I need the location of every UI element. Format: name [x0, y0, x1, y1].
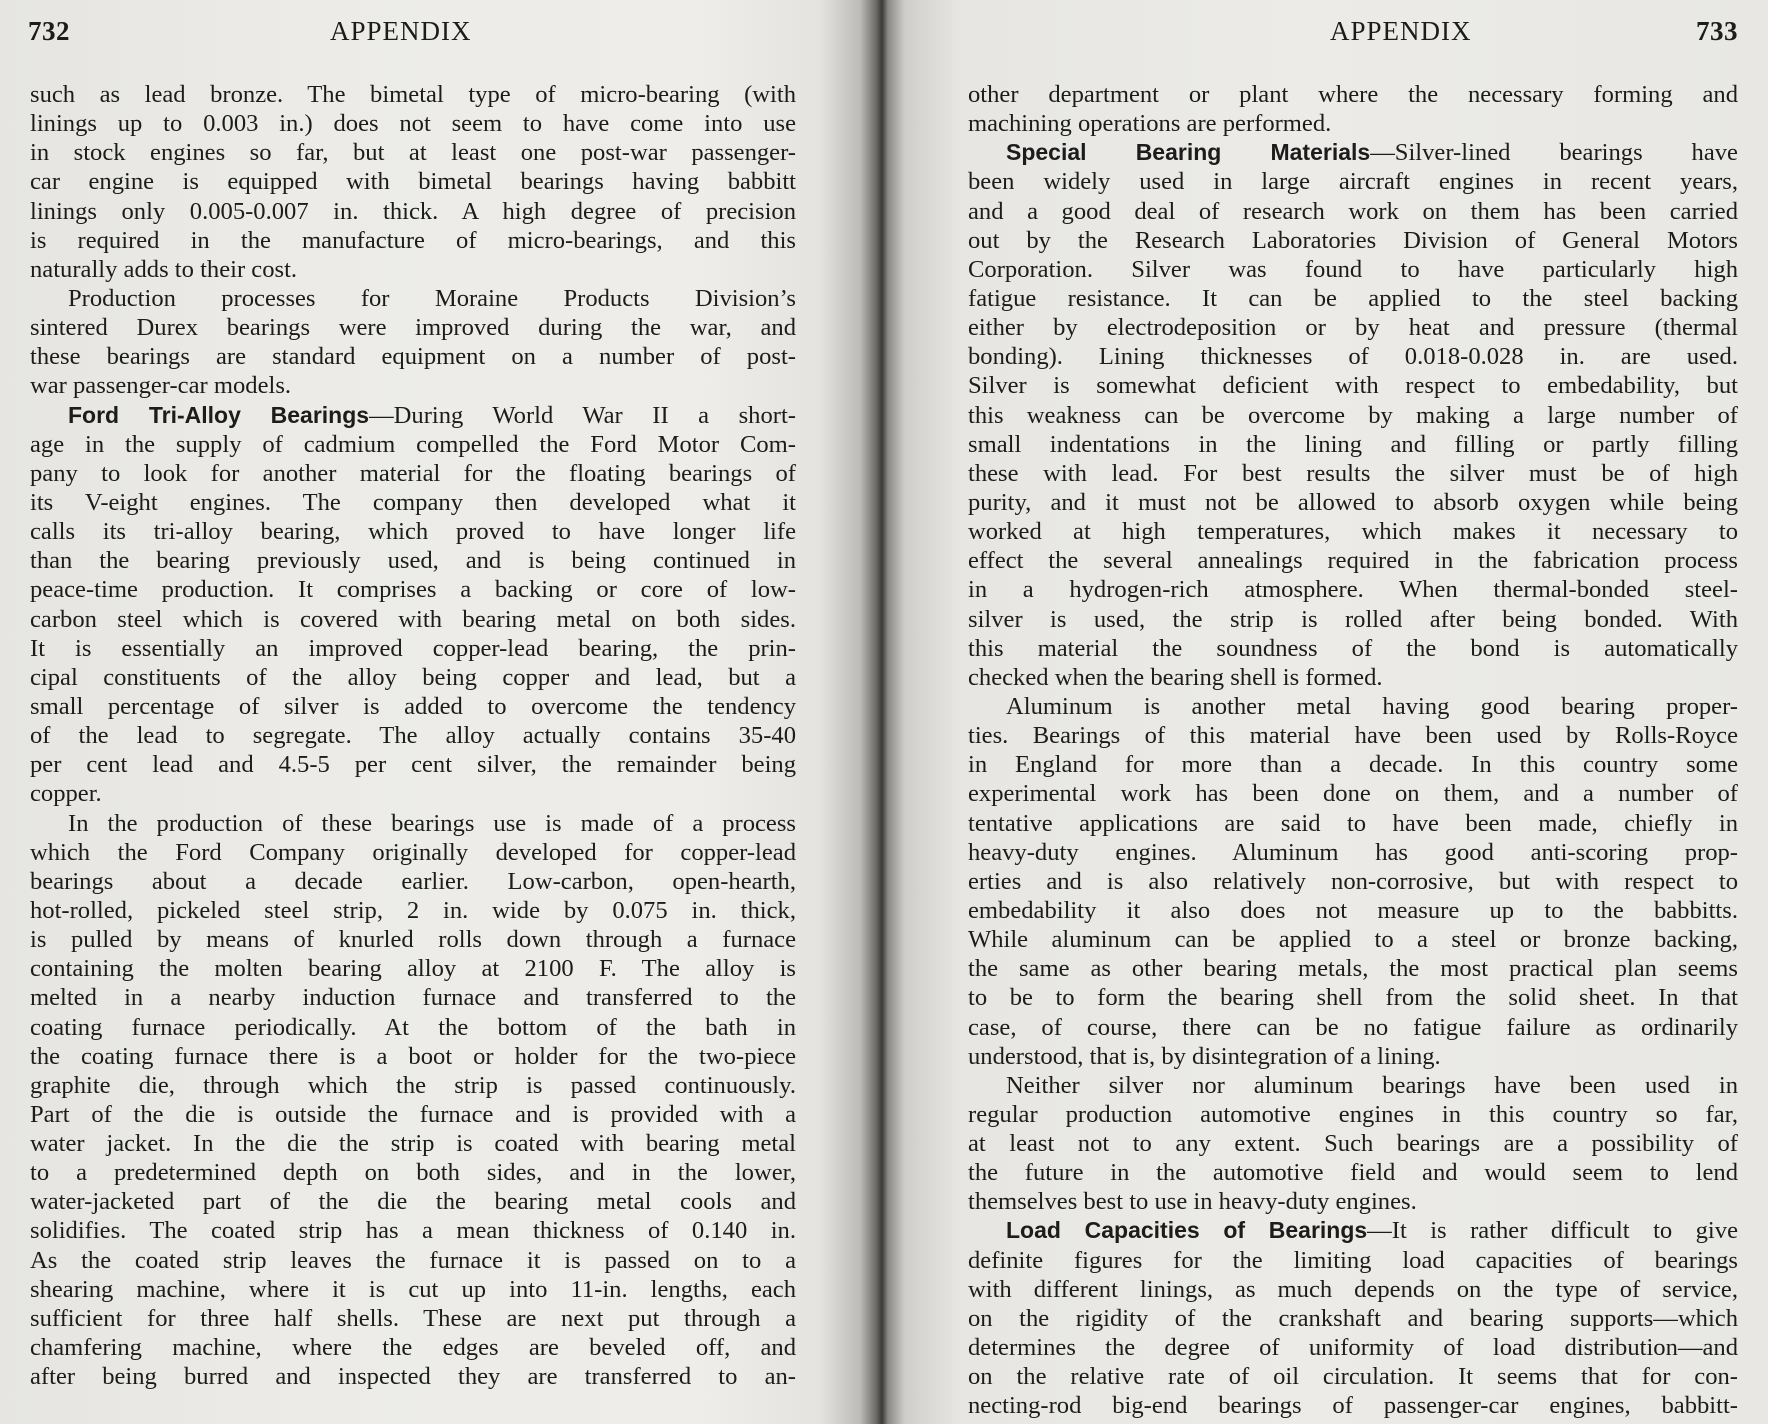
line-text: case, of course, there can be no fatigue failure as ordinarily: [968, 1013, 1738, 1041]
text-line: [968, 867, 1738, 896]
text-line: [968, 983, 1738, 1012]
text-line: [30, 983, 796, 1012]
line-text: determines the degree of uniformity of load distribution—and: [968, 1334, 1738, 1362]
text-line: [968, 1013, 1738, 1042]
line-text: regular production automotive engines in this country so far,: [968, 1100, 1738, 1128]
line-text: and a good deal of research work on them has been carried: [968, 197, 1738, 225]
line-text: graphite die, through which the strip is passed continuously.: [30, 1071, 796, 1099]
text-line: [968, 430, 1738, 459]
text-line: [30, 546, 796, 575]
text-line: [30, 517, 796, 546]
text-line: [30, 575, 796, 604]
text-line: [968, 1071, 1738, 1100]
line-text: themselves best to use in heavy-duty engines.: [968, 1188, 1417, 1216]
text-line: [968, 1129, 1738, 1158]
line-text: necting-rod big-end bearings of passenger-car engines, babbitt-: [968, 1392, 1738, 1420]
text-line: [968, 1187, 1738, 1216]
line-text: —Silver-lined bearings have: [1370, 139, 1738, 167]
text-line: [30, 954, 796, 983]
text-line: [30, 925, 796, 954]
text-line: [30, 313, 796, 342]
text-line: [968, 1042, 1738, 1071]
line-text: It is essentially an improved copper-lead bearing, the prin-: [30, 634, 796, 662]
line-text: peace-time production. It comprises a backing or core of low-: [30, 576, 796, 604]
running-head: APPENDIX: [1330, 16, 1472, 46]
text-line: [30, 1013, 796, 1042]
text-line: [30, 109, 796, 138]
line-text: the same as other bearing metals, the most practical plan seems: [968, 955, 1738, 983]
line-text: on the relative rate of oil circulation. It seems that for con-: [968, 1363, 1738, 1391]
text-line: [30, 605, 796, 634]
line-text: linings up to 0.003 in.) does not seem to have come into use: [30, 110, 796, 138]
text-line: [30, 838, 796, 867]
line-text: age in the supply of cadmium compelled the Ford Motor Com-: [30, 430, 796, 458]
text-line: [968, 226, 1738, 255]
line-text: coating furnace periodically. At the bottom of the bath in: [30, 1013, 796, 1041]
text-line: [968, 138, 1738, 167]
text-line: [968, 1333, 1738, 1362]
page-number: 732: [28, 16, 70, 46]
text-line: [30, 721, 796, 750]
text-line: [968, 925, 1738, 954]
line-text: Production processes for Moraine Products Division’s: [68, 284, 796, 312]
line-text: experimental work has been done on them, and a number of: [968, 780, 1738, 808]
line-text: ties. Bearings of this material have been used by Rolls-Royce: [968, 722, 1738, 750]
line-text: effect the several annealings required in the fabrication process: [968, 547, 1738, 575]
line-text: cipal constituents of the alloy being copper and lead, but a: [30, 663, 796, 691]
line-text: melted in a nearby induction furnace and transferred to the: [30, 984, 796, 1012]
text-line: [30, 809, 796, 838]
line-text: in England for more than a decade. In this country some: [968, 751, 1738, 779]
text-line: [968, 721, 1738, 750]
line-text: As the coated strip leaves the furnace it is passed on to a: [30, 1246, 796, 1274]
line-text: shearing machine, where it is cut up into 11-in. lengths, each: [30, 1275, 796, 1303]
line-text: —It is rather difficult to give: [1367, 1217, 1738, 1245]
line-text: In the production of these bearings use is made of a process: [68, 809, 796, 837]
text-line: [30, 1158, 796, 1187]
line-text: calls its tri-alloy bearing, which proved to have longer life: [30, 518, 796, 546]
line-text: sufficient for three half shells. These are next put through a: [30, 1304, 796, 1332]
line-text: heavy-duty engines. Aluminum has good anti-scoring prop-: [968, 838, 1738, 866]
line-text: Neither silver nor aluminum bearings have been used in: [1006, 1071, 1738, 1099]
text-line: [30, 1129, 796, 1158]
text-line: [30, 1362, 796, 1391]
line-text: understood, that is, by disintegration of a lining.: [968, 1042, 1441, 1070]
text-line: [968, 692, 1738, 721]
text-line: [968, 459, 1738, 488]
line-text: chamfering machine, where the edges are beveled off, and: [30, 1334, 796, 1362]
text-line: [968, 1304, 1738, 1333]
text-line: [30, 1246, 796, 1275]
text-line: [30, 488, 796, 517]
line-text: small indentations in the lining and filling or partly filling: [968, 430, 1738, 458]
running-head: APPENDIX: [330, 16, 472, 46]
line-text: machining operations are performed.: [968, 110, 1332, 138]
text-line: [30, 867, 796, 896]
text-line: [968, 109, 1738, 138]
text-line: [30, 634, 796, 663]
text-line: [968, 1275, 1738, 1304]
text-line: [30, 284, 796, 313]
line-text: solidifies. The coated strip has a mean thickness of 0.140 in.: [30, 1217, 796, 1245]
line-text: the coating furnace there is a boot or holder for the two-piece: [30, 1042, 796, 1070]
line-text: out by the Research Laboratories Division of General Motors: [968, 226, 1738, 254]
text-line: [968, 255, 1738, 284]
text-line: [30, 459, 796, 488]
line-text: war passenger-car models.: [30, 372, 292, 400]
line-text: checked when the bearing shell is formed.: [968, 663, 1383, 691]
line-text: fatigue resistance. It can be applied to the steel backing: [968, 284, 1738, 312]
text-line: [968, 1246, 1738, 1275]
line-text: with different linings, as much depends on the type of service,: [968, 1275, 1738, 1303]
section-heading: Load Capacities of Bearings: [1006, 1217, 1368, 1244]
text-line: [30, 401, 796, 430]
text-line: [30, 167, 796, 196]
line-text: to be to form the bearing shell from the solid sheet. In that: [968, 984, 1738, 1012]
text-line: [968, 197, 1738, 226]
text-line: [30, 692, 796, 721]
text-line: [968, 838, 1738, 867]
line-text: these with lead. For best results the silver must be of high: [968, 459, 1738, 487]
section-heading: Special Bearing Materials: [1006, 139, 1371, 166]
text-line: [30, 1275, 796, 1304]
text-line: [968, 1391, 1738, 1420]
text-line: [30, 371, 796, 400]
line-text: embedability it also does not measure up to the babbitts.: [968, 896, 1738, 924]
text-line: [968, 750, 1738, 779]
line-text: this weakness can be overcome by making a large number of: [968, 401, 1738, 429]
line-text: either by electrodeposition or by heat and pressure (thermal: [968, 314, 1738, 342]
text-line: [30, 226, 796, 255]
text-line: [30, 779, 796, 808]
line-text: other department or plant where the necessary forming and: [968, 81, 1738, 108]
line-text: small percentage of silver is added to overcome the tendency: [30, 692, 796, 720]
line-text: Silver is somewhat deficient with respect to embedability, but: [968, 372, 1738, 400]
line-text: in stock engines so far, but at least one post-war passenger-: [30, 139, 796, 167]
line-text: its V-eight engines. The company then developed what it: [30, 488, 796, 516]
line-text: carbon steel which is covered with bearing metal on both sides.: [30, 605, 796, 633]
line-text: hot-rolled, pickeled steel strip, 2 in. wide by 0.075 in. thick,: [30, 896, 796, 924]
line-text: in a hydrogen-rich atmosphere. When thermal-bonded steel-: [968, 576, 1738, 604]
line-text: erties and is also relatively non-corrosive, but with respect to: [968, 867, 1738, 895]
line-text: linings only 0.005-0.007 in. thick. A high degree of precision: [30, 197, 796, 225]
text-line: [968, 1100, 1738, 1129]
line-text: —During World War II a short-: [369, 401, 796, 429]
line-text: pany to look for another material for the floating bearings of: [30, 459, 796, 487]
line-text: purity, and it must not be allowed to absorb oxygen while being: [968, 488, 1738, 516]
text-line: [30, 1071, 796, 1100]
page-number: 733: [1696, 16, 1738, 46]
text-line: [968, 663, 1738, 692]
text-line: [968, 809, 1738, 838]
line-text: than the bearing previously used, and is being continued in: [30, 547, 796, 575]
text-line: [30, 430, 796, 459]
text-line: [968, 1216, 1738, 1245]
text-line: [968, 517, 1738, 546]
line-text: Part of the die is outside the furnace and is provided with a: [30, 1100, 796, 1128]
line-text: naturally adds to their cost.: [30, 255, 298, 283]
line-text: definite figures for the limiting load capacities of bearings: [968, 1246, 1738, 1274]
text-line: [968, 342, 1738, 371]
text-line: [30, 1216, 796, 1245]
text-line: [968, 401, 1738, 430]
line-text: per cent lead and 4.5-5 per cent silver, the remainder being: [30, 751, 796, 779]
text-line: [968, 80, 1738, 109]
line-text: silver is used, the strip is rolled after being bonded. With: [968, 605, 1738, 633]
text-line: [968, 779, 1738, 808]
line-text: after being burred and inspected they are transferred to an-: [30, 1363, 796, 1391]
line-text: worked at high temperatures, which makes it necessary to: [968, 518, 1738, 546]
line-text: bonding). Lining thicknesses of 0.018-0.028 in. are used.: [968, 343, 1738, 371]
line-text: water jacket. In the die the strip is coated with bearing metal: [30, 1130, 796, 1158]
line-text: of the lead to segregate. The alloy actually contains 35-40: [30, 722, 796, 750]
line-text: this material the soundness of the bond is automatically: [968, 634, 1738, 662]
text-line: [968, 954, 1738, 983]
text-line: [30, 1187, 796, 1216]
line-text: such as lead bronze. The bimetal type of micro-bearing (with: [30, 81, 796, 108]
line-text: copper.: [30, 780, 102, 808]
text-line: [968, 575, 1738, 604]
page-body: [968, 80, 1738, 1420]
text-line: [968, 167, 1738, 196]
line-text: the future in the automotive field and would seem to lend: [968, 1159, 1738, 1187]
line-text: sintered Durex bearings were improved during the war, and: [30, 314, 796, 342]
text-line: [968, 896, 1738, 925]
page-body: [30, 80, 796, 1391]
right-page: [888, 0, 1768, 1424]
line-text: these bearings are standard equipment on a number of post-: [30, 343, 796, 371]
text-line: [30, 1304, 796, 1333]
line-text: car engine is equipped with bimetal bearings having babbitt: [30, 168, 796, 196]
line-text: containing the molten bearing alloy at 2100 F. The alloy is: [30, 955, 796, 983]
line-text: which the Ford Company originally developed for copper-lead: [30, 838, 796, 866]
line-text: been widely used in large aircraft engines in recent years,: [968, 168, 1738, 196]
line-text: on the rigidity of the crankshaft and bearing supports—which: [968, 1304, 1738, 1332]
line-text: While aluminum can be applied to a steel or bronze backing,: [968, 926, 1738, 954]
line-text: tentative applications are said to have been made, chiefly in: [968, 809, 1738, 837]
text-line: [968, 1362, 1738, 1391]
text-line: [30, 80, 796, 109]
line-text: at least not to any extent. Such bearings are a possibility of: [968, 1130, 1738, 1158]
text-line: [968, 1158, 1738, 1187]
text-line: [30, 197, 796, 226]
text-line: [30, 750, 796, 779]
line-text: is required in the manufacture of micro-bearings, and this: [30, 226, 796, 254]
section-heading: Ford Tri-Alloy Bearings: [68, 401, 370, 428]
text-line: [968, 371, 1738, 400]
line-text: bearings about a decade earlier. Low-carbon, open-hearth,: [30, 867, 796, 895]
text-line: [30, 896, 796, 925]
line-text: water-jacketed part of the die the bearing metal cools and: [30, 1188, 796, 1216]
text-line: [968, 488, 1738, 517]
line-text: Aluminum is another metal having good bearing proper-: [1006, 692, 1738, 720]
text-line: [30, 342, 796, 371]
line-text: is pulled by means of knurled rolls down through a furnace: [30, 926, 796, 954]
text-line: [30, 138, 796, 167]
text-line: [30, 255, 796, 284]
text-line: [968, 546, 1738, 575]
text-line: [968, 313, 1738, 342]
text-line: [968, 284, 1738, 313]
line-text: Corporation. Silver was found to have particularly high: [968, 255, 1738, 283]
text-line: [968, 605, 1738, 634]
left-page: [0, 0, 880, 1424]
text-line: [30, 1042, 796, 1071]
text-line: [968, 634, 1738, 663]
line-text: to a predetermined depth on both sides, and in the lower,: [30, 1159, 796, 1187]
text-line: [30, 1333, 796, 1362]
text-line: [30, 663, 796, 692]
text-line: [30, 1100, 796, 1129]
